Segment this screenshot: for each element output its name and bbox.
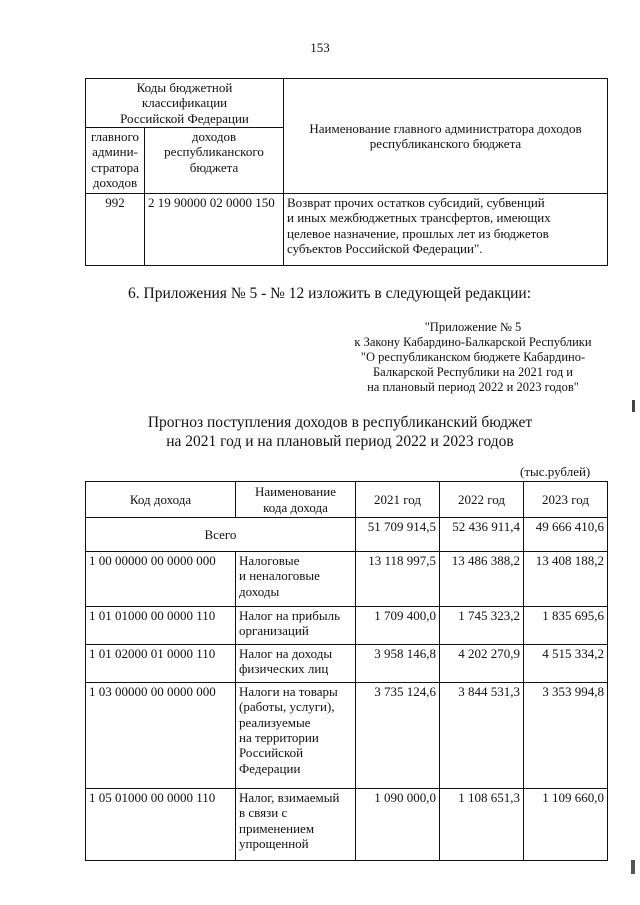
value-2021: 3 958 146,8 [356,645,440,683]
header-2021: 2021 год [356,482,440,518]
value-2022: 4 202 270,9 [440,645,524,683]
header-2022: 2022 год [440,482,524,518]
value-2022: 13 486 388,2 [440,552,524,607]
header-codes-group: Коды бюджетной классификации Российской Федерации [86,79,284,128]
table-row [86,607,608,645]
name-cell: Налог, взимаемый в связи с применением упрощенной [236,789,356,861]
table-row [86,552,608,607]
code-cell: 1 01 01000 00 0000 110 [86,607,236,645]
value-2021: 1 090 000,0 [356,789,440,861]
name-cell: Налог на прибыль организаций [236,607,356,645]
header-administrator-name: Наименование главного администратора доходов республиканского бюджета [284,79,608,194]
header-code: Код дохода [86,482,236,518]
value-2023: 1 835 695,6 [524,607,608,645]
budget-codes-table [85,78,608,266]
header-row [86,482,608,518]
table-row [86,683,608,789]
code-cell: 1 05 01000 00 0000 110 [86,789,236,861]
value-2021: 3 735 124,6 [356,683,440,789]
header-name: Наименование кода дохода [236,482,356,518]
income-code-cell: 2 19 90000 02 0000 150 [145,193,284,265]
table-row [86,789,608,861]
scan-margin-mark [632,400,635,412]
total-row [86,518,608,552]
units-label: (тыс.рублей) [520,464,591,479]
value-2023: 1 109 660,0 [524,789,608,861]
name-cell: Налог на доходы физических лиц [236,645,356,683]
value-2022: 1 745 323,2 [440,607,524,645]
name-cell: Налоги на товары (работы, услуги), реализуемые на территории Российской Федерации [236,683,356,789]
table-row [86,645,608,683]
value-2023: 13 408 188,2 [524,552,608,607]
page-number: 153 [310,40,330,55]
code-cell: 1 03 00000 00 0000 000 [86,683,236,789]
value-2021: 1 709 400,0 [356,607,440,645]
name-cell: Налоговые и неналоговые доходы [236,552,356,607]
total-2022: 52 436 911,4 [440,518,524,552]
total-2021: 51 709 914,5 [356,518,440,552]
value-2022: 3 844 531,3 [440,683,524,789]
code-cell: 1 00 00000 00 0000 000 [86,552,236,607]
value-2022: 1 108 651,3 [440,789,524,861]
document-title: Прогноз поступления доходов в республиканский бюджет на 2021 год и на плановый период 2022 и 2023 годов [147,414,533,450]
header-admin-code: главного админи- стратора доходов [86,127,145,193]
total-2023: 49 666 410,6 [524,518,608,552]
header-income-code: доходов республиканского бюджета [145,127,284,193]
income-forecast-table [85,481,608,861]
total-label: Всего [86,518,356,552]
table-row [86,193,608,265]
scan-margin-mark [631,860,635,874]
value-2023: 3 353 994,8 [524,683,608,789]
name-cell: Возврат прочих остатков субсидий, субвенций и иных межбюджетных трансфертов, имеющих целевое назначение, прошлых лет из бюджетов субъектов Российской Федерации". [284,193,608,265]
admin-code-cell: 992 [86,193,145,265]
header-2023: 2023 год [524,482,608,518]
code-cell: 1 01 02000 01 0000 110 [86,645,236,683]
appendix-reference: "Приложение № 5 к Закону Кабардино-Балкарской Республики "О республиканском бюджете Кабардино- Балкарской Республики на 2021 год и на плановый период 2022 и 2023 годов" [354,320,592,394]
value-2023: 4 515 334,2 [524,645,608,683]
value-2021: 13 118 997,5 [356,552,440,607]
section-heading: 6. Приложения № 5 - № 12 изложить в следующей редакции: [128,285,532,302]
